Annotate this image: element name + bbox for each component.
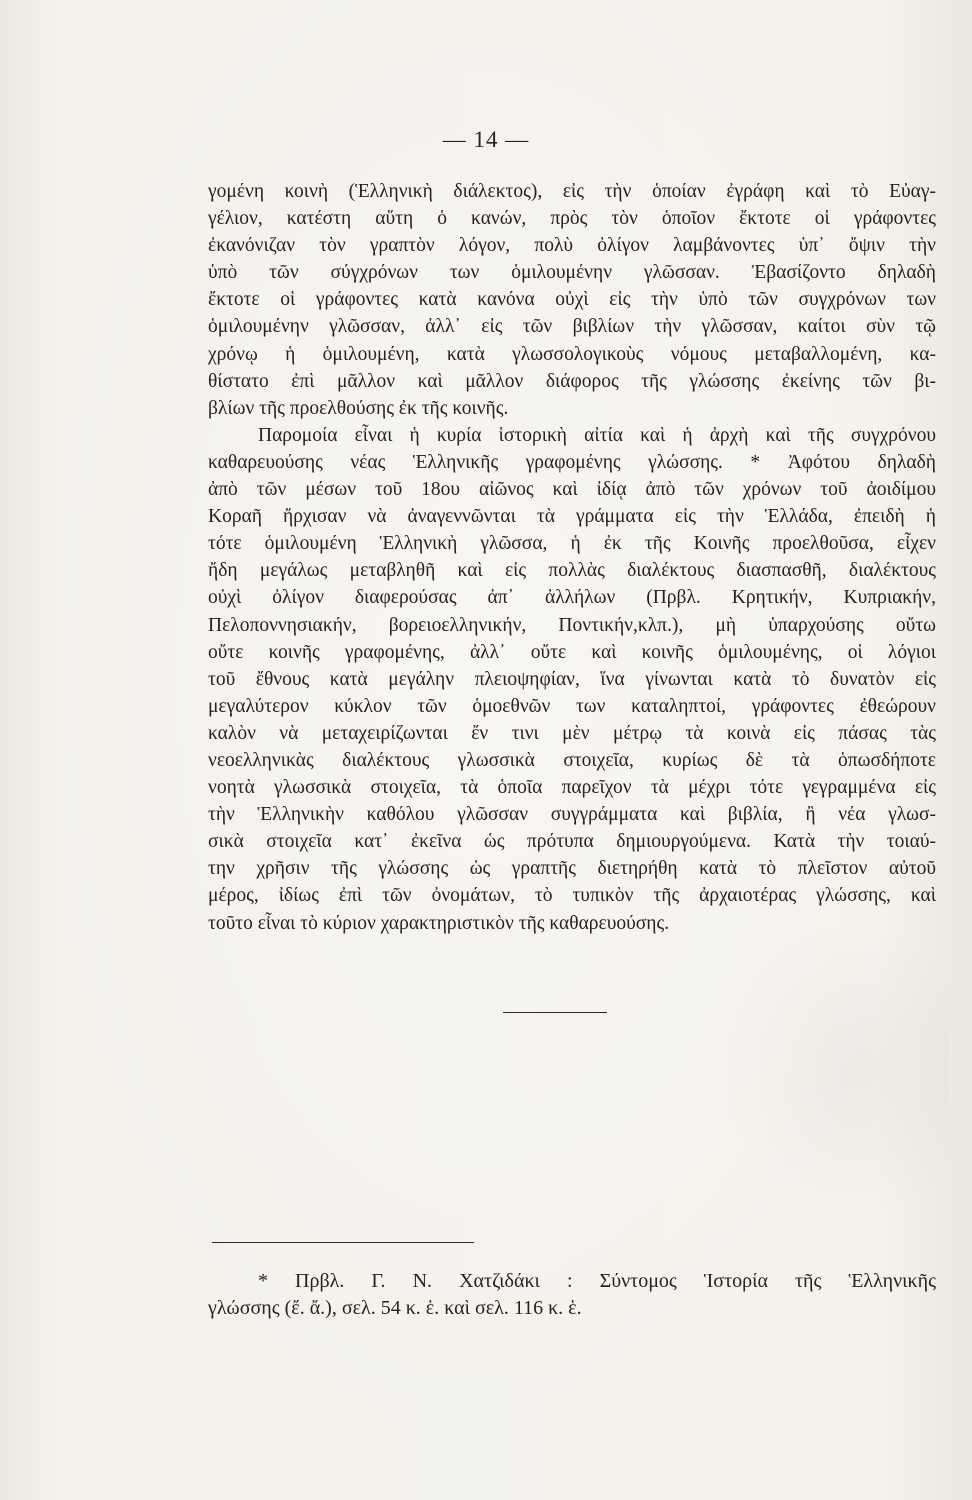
text-line: Κοραῆ ἤρχισαν νὰ ἀναγεννῶνται τὰ γράμματα εἰς τὴν Ἑλλάδα, ἐπειδὴ ἡ: [208, 506, 936, 528]
text-line: χρόνῳ ἡ ὁμιλουμένη, κατὰ γλωσσολογικοὺς νόμους μεταβαλλομένη, κα-: [208, 343, 936, 365]
text-line: την χρῆσιν τῆς γλώσσης ὡς γραπτῆς διετηρήθη κατὰ τὸ πλεῖστον αὐτοῦ: [208, 858, 936, 880]
text-line: μεγαλύτερον κύκλον τῶν ὁμοεθνῶν των καταληπτοί, γράφοντες ἐθεώρουν: [208, 695, 936, 717]
text-line: τοῦ ἔθνους κατὰ μεγάλην πλειοψηφίαν, ἵνα γίνωνται κατὰ τὸ δυνατὸν εἰς: [208, 668, 936, 690]
footnote: [208, 1268, 936, 1322]
text-line: μέρος, ἰδίως ἐπὶ τῶν ὀνομάτων, τὸ τυπικὸν τῆς ἀρχαιοτέρας γλώσσης, καὶ: [208, 885, 936, 907]
text-line: ὑπὸ τῶν σύγχρόνων των ὁμιλουμένην γλῶσσαν. Ἐβασίζοντο δηλαδὴ: [208, 262, 936, 284]
body-paragraphs: [208, 178, 936, 937]
text-line: σικὰ στοιχεῖα κατ᾿ ἐκεῖνα ὡς πρότυπα δημιουργούμενα. Κατὰ τὴν τοιαύ-: [208, 831, 936, 853]
page-number: — 14 —: [442, 127, 530, 152]
text-line: ὁμιλουμένην γλῶσσαν, ἀλλ᾿ εἰς τῶν βιβλίων τὴν γλῶσσαν, καίτοι σὺν τῷ: [208, 316, 936, 338]
text-line: γομένη κοινὴ (Ἑλληνικὴ διάλεκτος), εἰς τὴν ὁποίαν ἐγράφη καὶ τὸ Εὐαγ-: [208, 181, 936, 202]
text-line: καλὸν νὰ μεταχειρίζωνται ἔν τινι μὲν μέτρῳ τὰ κοινὰ εἰς πάσας τὰς: [208, 722, 936, 744]
text-line: τὴν Ἑλληνικὴν καθόλου γλῶσσαν συγγράμματα καὶ βιβλία, ἢ νέα γλωσ-: [208, 804, 936, 826]
text-line: θίστατο ἐπὶ μᾶλλον καὶ μᾶλλον διάφορος τῆς γλώσσης ἐκείνης τῶν βι-: [208, 370, 936, 392]
text-line: Παρομοία εἶναι ἡ κυρία ἱστορικὴ αἰτία καὶ ἡ ἀρχὴ καὶ τῆς συγχρόνου: [258, 424, 936, 446]
text-line: τοῦτο εἶναι τὸ κύριον χαρακτηριστικὸν τῆς καθαρευούσης.: [208, 912, 670, 934]
text-line: βλίων τῆς προελθούσης ἐκ τῆς κοινῆς.: [208, 397, 509, 419]
text-line: Πελοποννησιακήν, βορειοελληνικήν, Ποντικήν,κλπ.), μὴ ὑπαρχούσης οὔτω: [208, 614, 936, 636]
text-line: τότε ὁμιλουμένη Ἑλληνικὴ γλῶσσα, ἡ ἐκ τῆς Κοινῆς προελθοῦσα, εἶχεν: [208, 533, 936, 555]
text-line: ἔκτοτε οἱ γράφοντες κατὰ κανόνα οὐχὶ εἰς τὴν ὑπὸ τῶν συγχρόνων των: [208, 289, 936, 311]
footnote-rule: [212, 1242, 474, 1243]
text-line: ἐκανόνιζαν τὸν γραπτὸν λόγον, πολὺ ὀλίγον λαμβάνοντες ὑπ᾿ ὄψιν τὴν: [208, 235, 936, 257]
footnote-line: * Πρβλ. Γ. Ν. Χατζιδάκι : Σύντομος Ἱστορία τῆς Ἑλληνικῆς: [258, 1270, 936, 1292]
text-line: καθαρευούσης νέας Ἑλληνικῆς γραφομένης γλώσσης. * Ἀφότου δηλαδὴ: [208, 451, 936, 473]
text-line: ἀπὸ τῶν μέσων τοῦ 18ου αἰῶνος καὶ ἰδίᾳ ἀπὸ τῶν χρόνων τοῦ ἀοιδίμου: [208, 479, 936, 501]
footnote-line: γλώσσης (ἔ. ἄ.), σελ. 54 κ. ἑ. καὶ σελ. 116 κ. ἑ.: [208, 1297, 582, 1319]
text-line: οὐχὶ ὀλίγον διαφερούσας ἀπ᾿ ἀλλήλων (Πρβλ. Κρητικήν, Κυπριακήν,: [208, 587, 936, 609]
text-line: νοητὰ γλωσσικὰ στοιχεῖα, τὰ ὁποῖα παρεῖχον τὰ μέχρι τότε γεγραμμένα εἰς: [208, 777, 936, 799]
bleed-through-shadow: [720, 920, 950, 1220]
section-separator-rule: [503, 1012, 607, 1013]
text-line: οὔτε κοινῆς γραφομένης, ἀλλ᾿ οὔτε καὶ κοινῆς ὁμιλουμένης, οἱ λόγιοι: [208, 641, 936, 663]
text-line: νεοελληνικὰς διαλέκτους γλωσσικὰ στοιχεῖα, κυρίως δὲ τὰ ὁπωσδήποτε: [208, 749, 936, 771]
text-line: ἤδη μεγάλως μεταβληθῆ καὶ εἰς πολλὰς διαλέκτους διασπασθῆ, διαλέκτους: [208, 560, 936, 582]
text-line: γέλιον, κατέστη αὕτη ὁ κανών, πρὸς τὸν ὁποῖον ἔκτοτε οἱ γράφοντες: [208, 208, 936, 230]
